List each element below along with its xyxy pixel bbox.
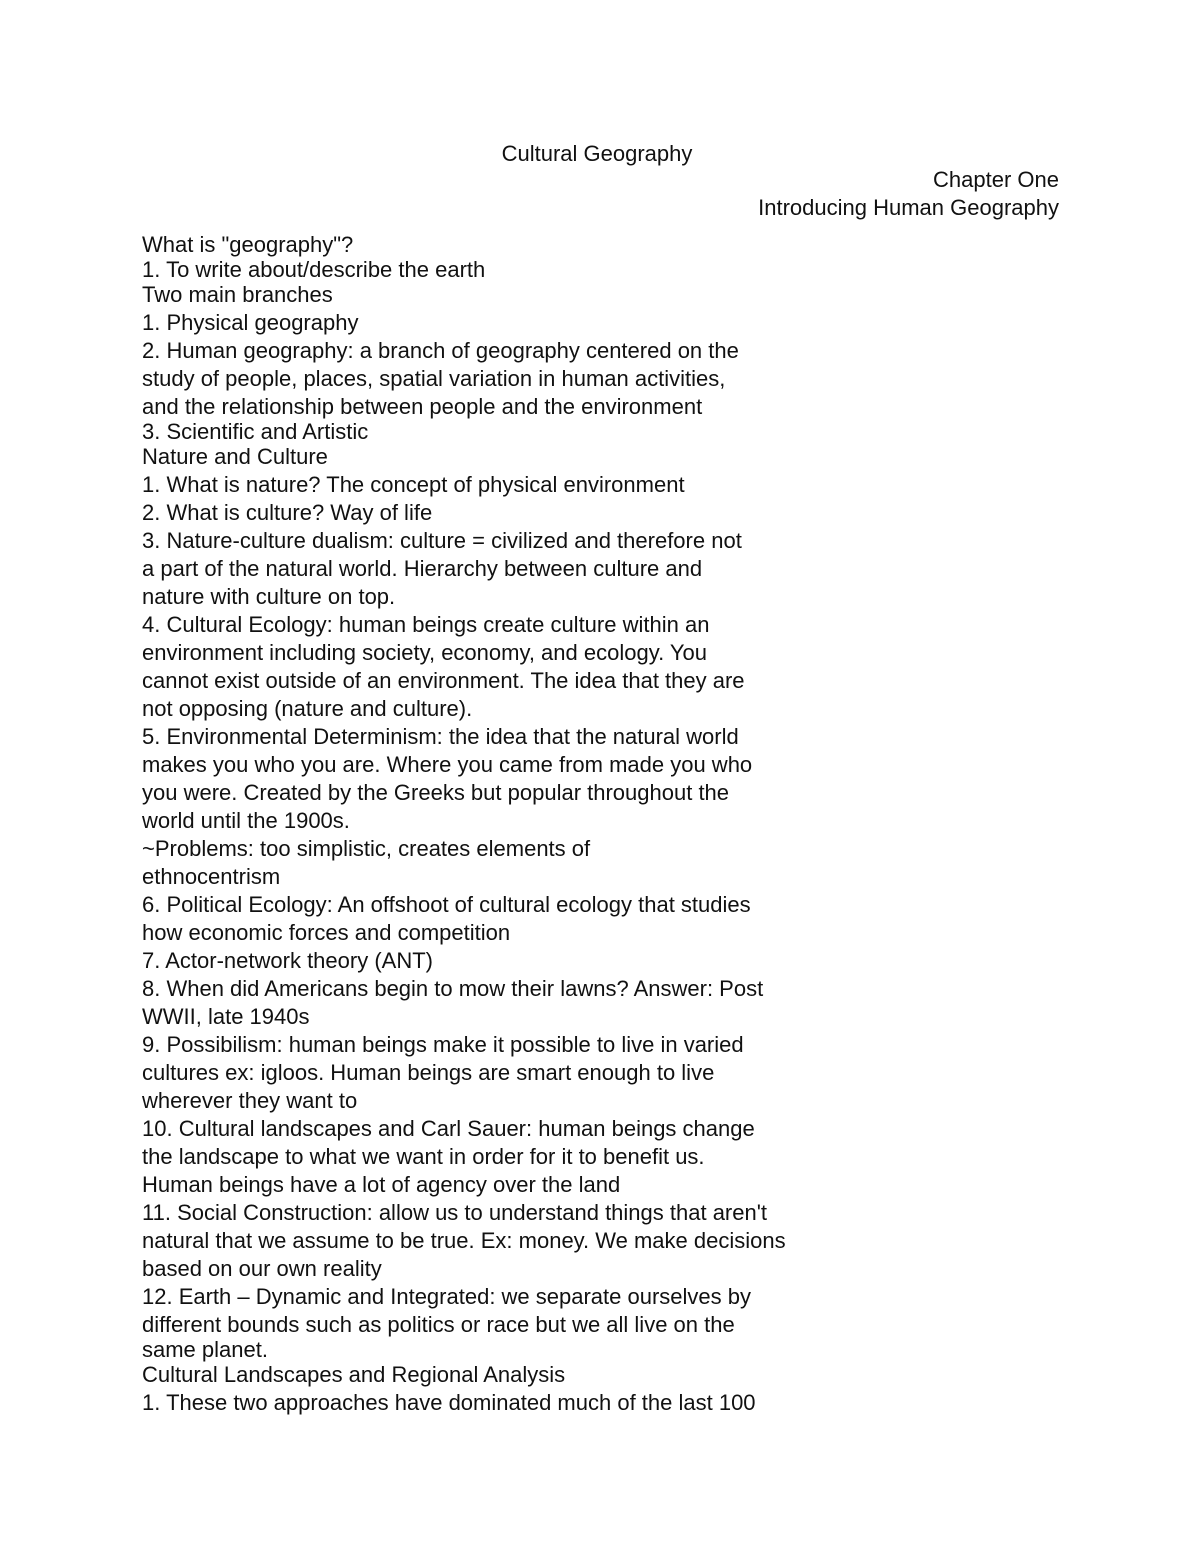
text-line: 9. Possibilism: human beings make it possible to live in varied (142, 1032, 744, 1057)
text-line: Nature and Culture (142, 444, 328, 469)
chapter-label: Chapter One (933, 167, 1059, 192)
chapter-header (758, 166, 1059, 222)
text-line: 5. Environmental Determinism: the idea that the natural world (142, 724, 739, 749)
text-line: world until the 1900s. (142, 808, 350, 833)
text-line: 1. These two approaches have dominated much of the last 100 (142, 1390, 756, 1415)
text-line: Human beings have a lot of agency over the land (142, 1172, 621, 1197)
text-line: What is "geography"? (142, 232, 354, 257)
text-line: cannot exist outside of an environment. The idea that they are (142, 668, 745, 693)
text-line: makes you who you are. Where you came from made you who (142, 752, 753, 777)
text-line: different bounds such as politics or race but we all live on the (142, 1312, 735, 1337)
text-line: you were. Created by the Greeks but popular throughout the (142, 780, 730, 805)
text-line: cultures ex: igloos. Human beings are smart enough to live (142, 1060, 715, 1085)
text-line: WWII, late 1940s (142, 1004, 310, 1029)
text-line: wherever they want to (142, 1088, 358, 1113)
text-line: 1. To write about/describe the earth (142, 257, 486, 282)
text-line: natural that we assume to be true. Ex: money. We make decisions (142, 1228, 786, 1253)
text-line: 11. Social Construction: allow us to understand things that aren't (142, 1200, 768, 1225)
text-line: 6. Political Ecology: An offshoot of cultural ecology that studies (142, 892, 751, 917)
text-line: the landscape to what we want in order for it to benefit us. (142, 1144, 705, 1169)
text-line: how economic forces and competition (142, 920, 511, 945)
text-line: 10. Cultural landscapes and Carl Sauer: human beings change (142, 1116, 755, 1141)
text-line: ethnocentrism (142, 864, 281, 889)
text-line: not opposing (nature and culture). (142, 696, 473, 721)
text-line: 3. Nature-culture dualism: culture = civilized and therefore not (142, 528, 742, 553)
text-line: Two main branches (142, 282, 333, 307)
text-line: 12. Earth – Dynamic and Integrated: we separate ourselves by (142, 1284, 752, 1309)
document-body (142, 231, 862, 1417)
text-line: 2. What is culture? Way of life (142, 500, 433, 525)
text-line: study of people, places, spatial variation in human activities, (142, 366, 726, 391)
text-line: nature with culture on top. (142, 584, 396, 609)
text-line: environment including society, economy, and ecology. You (142, 640, 708, 665)
document-title: Cultural Geography (501, 141, 693, 166)
text-line: based on our own reality (142, 1256, 382, 1281)
text-line: 1. Physical geography (142, 310, 359, 335)
text-line: 7. Actor-network theory (ANT) (142, 948, 433, 973)
text-line: same planet. (142, 1337, 268, 1362)
text-line: 1. What is nature? The concept of physical environment (142, 472, 685, 497)
text-line: 4. Cultural Ecology: human beings create culture within an (142, 612, 710, 637)
text-line: Cultural Landscapes and Regional Analysis (142, 1362, 566, 1387)
text-line: and the relationship between people and the environment (142, 394, 703, 419)
chapter-subtitle: Introducing Human Geography (758, 195, 1059, 220)
text-line: 3. Scientific and Artistic (142, 419, 369, 444)
text-line: 2. Human geography: a branch of geography centered on the (142, 338, 739, 363)
text-line: 8. When did Americans begin to mow their lawns? Answer: Post (142, 976, 764, 1001)
text-line: ~Problems: too simplistic, creates elements of (142, 836, 591, 861)
text-line: a part of the natural world. Hierarchy between culture and (142, 556, 703, 581)
